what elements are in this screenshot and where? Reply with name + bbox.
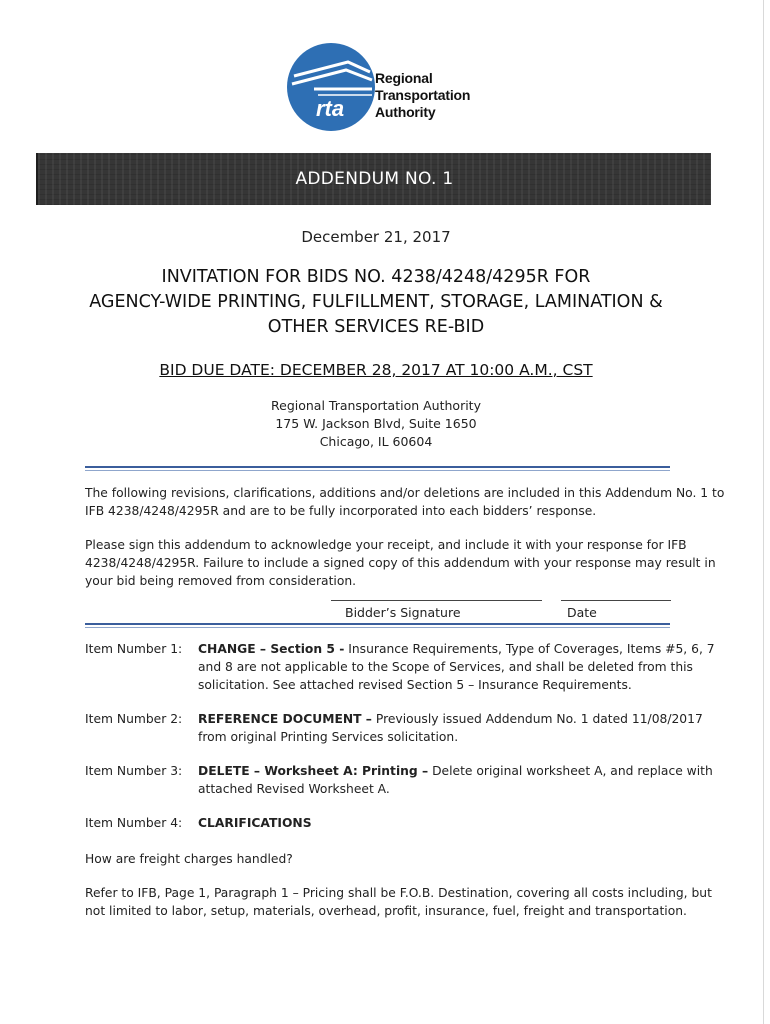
item-heading: CHANGE – Section 5 - (198, 642, 345, 656)
answer-line: not limited to labor, setup, materials, overhead, profit, insurance, fuel, freight and transportation. (85, 904, 687, 918)
paragraph-line: 4238/4248/4295R. Failure to include a signed copy of this addendum with your response may result in (85, 556, 716, 570)
item-label: Item Number 3: (85, 764, 183, 778)
item-body (198, 762, 713, 798)
item-body (198, 710, 703, 746)
paragraph-line: Please sign this addendum to acknowledge your receipt, and include it with your response for IFB (85, 538, 687, 552)
item-body (198, 640, 715, 694)
clarification-question (85, 850, 675, 868)
divider-rule (85, 623, 670, 625)
title-line: OTHER SERVICES RE-BID (267, 317, 485, 337)
address-line: Regional Transportation Authority (271, 398, 481, 413)
item-text: Delete original worksheet A, and replace with (432, 764, 713, 778)
item-label: Item Number 4: (85, 816, 183, 830)
item-body (198, 814, 674, 832)
item-text: Previously issued Addendum No. 1 dated 11/08/2017 (375, 712, 703, 726)
document-title (0, 265, 752, 340)
rta-logo-icon (286, 42, 376, 132)
item-heading: CLARIFICATIONS (198, 816, 312, 830)
document-date: December 21, 2017 (301, 228, 451, 246)
item-text: from original Printing Services solicitation. (198, 730, 459, 744)
answer-line: Refer to IFB, Page 1, Paragraph 1 – Pricing shall be F.O.B. Destination, covering all costs including, but (85, 886, 712, 900)
rta-logo (286, 42, 486, 152)
paragraph-line: your bid being removed from consideration. (85, 574, 357, 588)
item-label: Item Number 2: (85, 712, 183, 726)
item-text: solicitation. See attached revised Section 5 – Insurance Requirements. (198, 678, 632, 692)
item-heading: REFERENCE DOCUMENT – (198, 712, 372, 726)
rta-mark-text: rta (316, 96, 345, 121)
paragraph-line: The following revisions, clarifications, additions and/or deletions are included in this Addendum No. 1 to (85, 486, 725, 500)
address-line: 175 W. Jackson Blvd, Suite 1650 (275, 416, 477, 431)
logo-word: Authority (375, 104, 436, 120)
page-edge (763, 0, 764, 1024)
signature-instructions (85, 536, 716, 590)
item-label: Item Number 1: (85, 642, 183, 656)
item-text: and 8 are not applicable to the Scope of Services, and shall be deleted from this (198, 660, 693, 674)
date-label: Date (567, 605, 597, 620)
divider-rule (85, 466, 670, 468)
clarification-answer (85, 884, 712, 920)
question-text: How are freight charges handled? (85, 852, 293, 866)
bidder-signature-label: Bidder’s Signature (345, 605, 461, 620)
intro-paragraph (85, 484, 725, 520)
paragraph-line: IFB 4238/4248/4295R and are to be fully incorporated into each bidders’ response. (85, 504, 597, 518)
banner-title: ADDENDUM NO. 1 (295, 169, 454, 189)
item-text: attached Revised Worksheet A. (198, 782, 390, 796)
item-text: Insurance Requirements, Type of Coverages, Items #5, 6, 7 (348, 642, 715, 656)
title-line: INVITATION FOR BIDS NO. 4238/4248/4295R FOR (161, 267, 591, 287)
logo-wordmark (375, 70, 470, 121)
title-line: AGENCY-WIDE PRINTING, FULFILLMENT, STORAGE, LAMINATION & (89, 292, 663, 312)
item-heading: DELETE – Worksheet A: Printing – (198, 764, 429, 778)
logo-word: Regional (375, 70, 433, 86)
address-line: Chicago, IL 60604 (319, 434, 433, 449)
address-block (0, 397, 752, 451)
date-line (561, 600, 671, 601)
logo-word: Transportation (375, 87, 471, 103)
addendum-banner (36, 153, 711, 205)
signature-line (331, 600, 542, 601)
bid-due-date: BID DUE DATE: DECEMBER 28, 2017 AT 10:00 A.M., CST (159, 361, 593, 379)
